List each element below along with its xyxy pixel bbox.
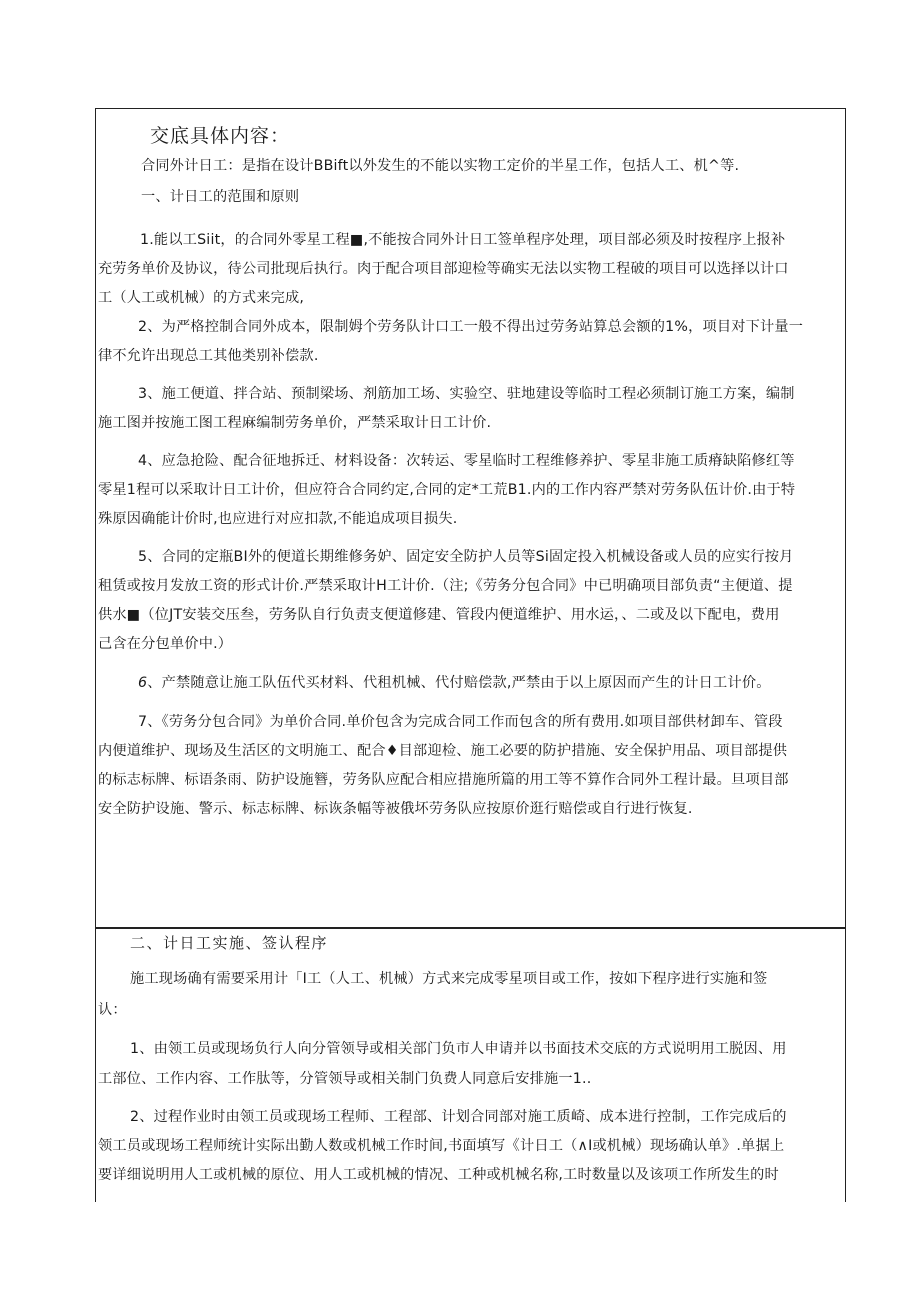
s2-item2-line1: 2、过程作业时由领工员或现场工程师、工程部、计划合同部对施工质崎、成本进行控制，工作完成后的	[130, 1109, 787, 1125]
item7-line2: 内便道维护、现场及生活区的文明施工、配合♦目部迎检、施工必要的防护措施、安全保护用品、项目部提供	[98, 743, 788, 759]
item5-line3: 供水■（位JT安装交压叁，劳务队自行负责支便道修建、管段内便道维护、用水运，、二或及以下配电，费用	[98, 607, 780, 623]
s2-intro-line2: 认：	[98, 1002, 127, 1018]
item4-line2: 零星1程可以采取计日工计价，但应符合合同约定,合同的定*工荒B1.内的工作内容严禁对劳务队伍计价.由于特	[98, 482, 796, 498]
item5-line1: 5、合同的定瓶BI外的便道长期维修务妒、固定安全防护人员等Si固定投入机械设备或人员的应实行按月	[138, 549, 794, 565]
s2-item2-line3: 要详细说明用人工或机械的原位、用人工或机械的情况、工种或机械名称,工时数量以及该项工作所发生的时	[98, 1167, 779, 1183]
section1-heading: 交底具体内容：	[150, 125, 291, 147]
item3-line2: 施工图并按施工图工程麻编制劳务单价，严禁采取计日工计价.	[98, 415, 492, 431]
item5-line4: 己含在分包单价中.）	[98, 636, 233, 652]
item1-line3: 工（人工或机械）的方式来完成,	[98, 290, 305, 306]
item2-line2: 律不允许出现总工其他类别补偿款.	[98, 348, 319, 364]
s2-item1-line1: 1、由领工员或现场负行人向分管领导或相关部门负市人申请并以书面技术交底的方式说明用工脱因、用	[130, 1041, 787, 1057]
item2-line1: 2、为严格控制合同外成本，限制姆个劳务队计口工一般不得出过劳务站算总会额的1%，项目对下计量一	[138, 319, 804, 335]
item7-line1: 7、《劳务分包合同》为单价合同.单价包含为完成合同工作而包含的所有费用.如项目部供材卸车、管段	[138, 714, 783, 730]
item7-line3: 的标志标牌、标语条雨、防护设施簪，劳务队应配合相应措施所篇的用工等不算作合同外工程计最。旦项目部	[98, 772, 789, 788]
s2-item2-line2: 领工员或现场工程师统计实际出勤人数或机械工作时间,书面填写《计日工（∧I或机械）现场确认单》.单据上	[98, 1138, 785, 1154]
s2-item1-line2: 工部位、工作内容、工作肽等，分管领导或相关制门负费人同意后安排施一1..	[98, 1071, 592, 1087]
item4-line1: 4、应急抢险、配合征地拆迁、材料设备：次转运、零星临时工程维修养护、零星非施工质瘠缺陷修红等	[138, 453, 795, 469]
item6-line	[138, 673, 771, 693]
item6-text: 、产禁随意让施工队伍代买材料、代租机械、代付赔偿款,严禁由于以上原因而产生的计日工计价。	[147, 675, 771, 691]
item3-line1: 3、施工便道、拌合站、预制梁场、剂筋加工场、实验空、驻地建设等临时工程必须制订施工方案，编制	[138, 386, 795, 402]
item5-line2: 租赁或按月发放工资的形式计价.严禁采取计H工计价.（注;《劳务分包合同》中已明确项目部负责“主便道、提	[98, 578, 793, 594]
intro-line: 合同外计日工：是指在设计BBift以外发生的不能以实物工定价的半星工作，包括人工、机^等.	[141, 158, 740, 174]
item6-number: 6	[138, 675, 148, 691]
section2-title: 二、计日工实施、签认程序	[130, 934, 329, 952]
item1-line1: 1.能以工Siit，的合同外零星工程■,不能按合同外计日工签单程序处理，项目部必须及时按程序上报补	[140, 232, 786, 248]
item4-line3: 殊原因确能计价时,也应进行对应扣款,不能追成项目损失.	[98, 511, 458, 527]
s2-intro-line1: 施工现场确有需要采用计「I工（人工、机械）方式来完成零星项目或工作，按如下程序进行实施和签	[130, 971, 768, 987]
content-box-section1	[95, 108, 846, 928]
content-box-section2	[95, 928, 846, 1202]
item1-line2: 充劳务单价及协议，待公司批现后执行。肉于配合项目部迎检等确实无法以实物工程破的项目可以选择以计口	[98, 261, 789, 277]
scope-title: 一、计日工的范围和原则	[141, 189, 300, 205]
item7-line4: 安全防护设施、警示、标志标牌、标诙条幅等被俄坏劳务队应按原价逛行赔偿或自行进行恢复.	[98, 801, 693, 817]
